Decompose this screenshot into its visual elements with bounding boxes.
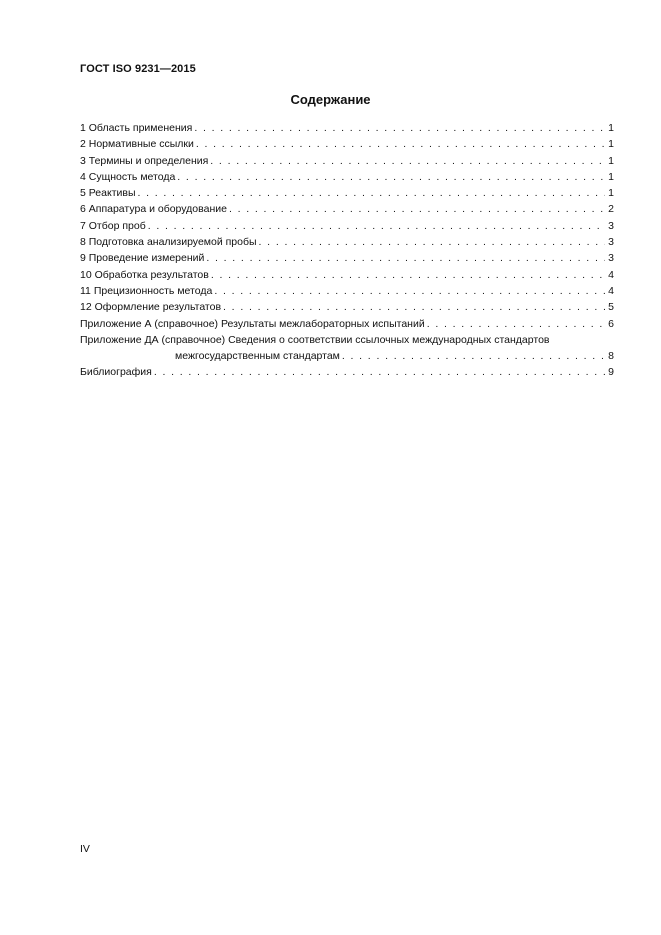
toc-entry-reagents[interactable] [80,185,614,201]
toc-entry-normative-references[interactable] [80,136,614,152]
toc-entry-page: 1 [608,170,614,183]
toc-entry-label-line1: Приложение ДА (справочное) Сведения о соответствии ссылочных международных стандартов [80,333,550,346]
toc-entry-terms[interactable] [80,153,614,169]
toc-entry-label: 9 Проведение измерений [80,252,205,265]
toc-entry-label: 10 Обработка результатов [80,268,209,281]
toc-entry-label: 3 Термины и определения [80,154,209,167]
toc-entry-page: 9 [608,366,614,379]
toc-entry-page: 8 [608,350,614,363]
toc-entry-sampling[interactable] [80,218,614,234]
toc-entry-label: Приложение А (справочное) Результаты межлабораторных испытаний [80,317,425,330]
toc-leader-dots [177,169,605,185]
toc-entry-results-reporting[interactable] [80,299,614,315]
toc-entry-scope[interactable] [80,120,614,136]
toc-entry-appendix-a[interactable] [80,316,614,332]
toc-entry-page: 5 [608,301,614,314]
toc-entry-results-processing[interactable] [80,267,614,283]
page-number: IV [80,843,90,855]
toc-entry-measurements[interactable] [80,250,614,266]
toc-entry-label-line2: межгосударственным стандартам [175,350,340,363]
toc-entry-label: 8 Подготовка анализируемой пробы [80,236,257,249]
toc-leader-dots [214,283,605,299]
toc-entry-page: 4 [608,268,614,281]
toc-entry-label: 12 Оформление результатов [80,301,222,314]
toc-leader-dots [148,218,605,234]
toc-entry-page: 3 [608,252,614,265]
toc-leader-dots [211,267,605,283]
toc-entry-sample-preparation[interactable] [80,234,614,250]
toc-entry-label: 4 Сущность метода [80,170,176,183]
toc-entry-page: 6 [608,317,614,330]
toc-entry-label: 5 Реактивы [80,187,136,200]
toc-leader-dots [194,120,605,136]
toc-leader-dots [196,136,605,152]
toc-entry-appendix-da[interactable] [80,332,614,365]
toc-title: Содержание [290,92,371,107]
toc-entry-page: 4 [608,284,614,297]
toc-leader-dots [229,201,605,217]
toc-leader-dots [138,185,606,201]
toc-leader-dots [210,153,605,169]
toc-entry-page: 1 [608,138,614,151]
document-code: ГОСТ ISO 9231—2015 [80,63,196,75]
toc-leader-dots [223,299,605,315]
toc-leader-dots [342,348,605,364]
toc-entry-label: Библиография [80,366,152,379]
toc-entry-label: 2 Нормативные ссылки [80,138,194,151]
toc-entry-method-principle[interactable] [80,169,614,185]
toc-entry-apparatus[interactable] [80,201,614,217]
toc-leader-dots [154,364,605,380]
toc-entry-page: 1 [608,154,614,167]
toc-entry-page: 1 [608,122,614,134]
toc-entry-page: 3 [608,236,614,249]
toc-leader-dots [427,316,605,332]
toc-entry-label: 11 Прецизионность метода [80,284,213,297]
toc-entry-label: 1 Область применения [80,122,193,134]
toc-entry-page: 1 [608,187,614,200]
toc-entry-label: 6 Аппаратура и оборудование [80,203,227,216]
toc-entry-page: 3 [608,219,614,232]
toc-leader-dots [206,250,605,266]
toc-entry-page: 2 [608,203,614,216]
toc-entry-label: 7 Отбор проб [80,219,146,232]
toc-entry-precision[interactable] [80,283,614,299]
toc-leader-dots [259,234,606,250]
toc-entry-bibliography[interactable] [80,364,614,380]
table-of-contents [80,120,614,381]
